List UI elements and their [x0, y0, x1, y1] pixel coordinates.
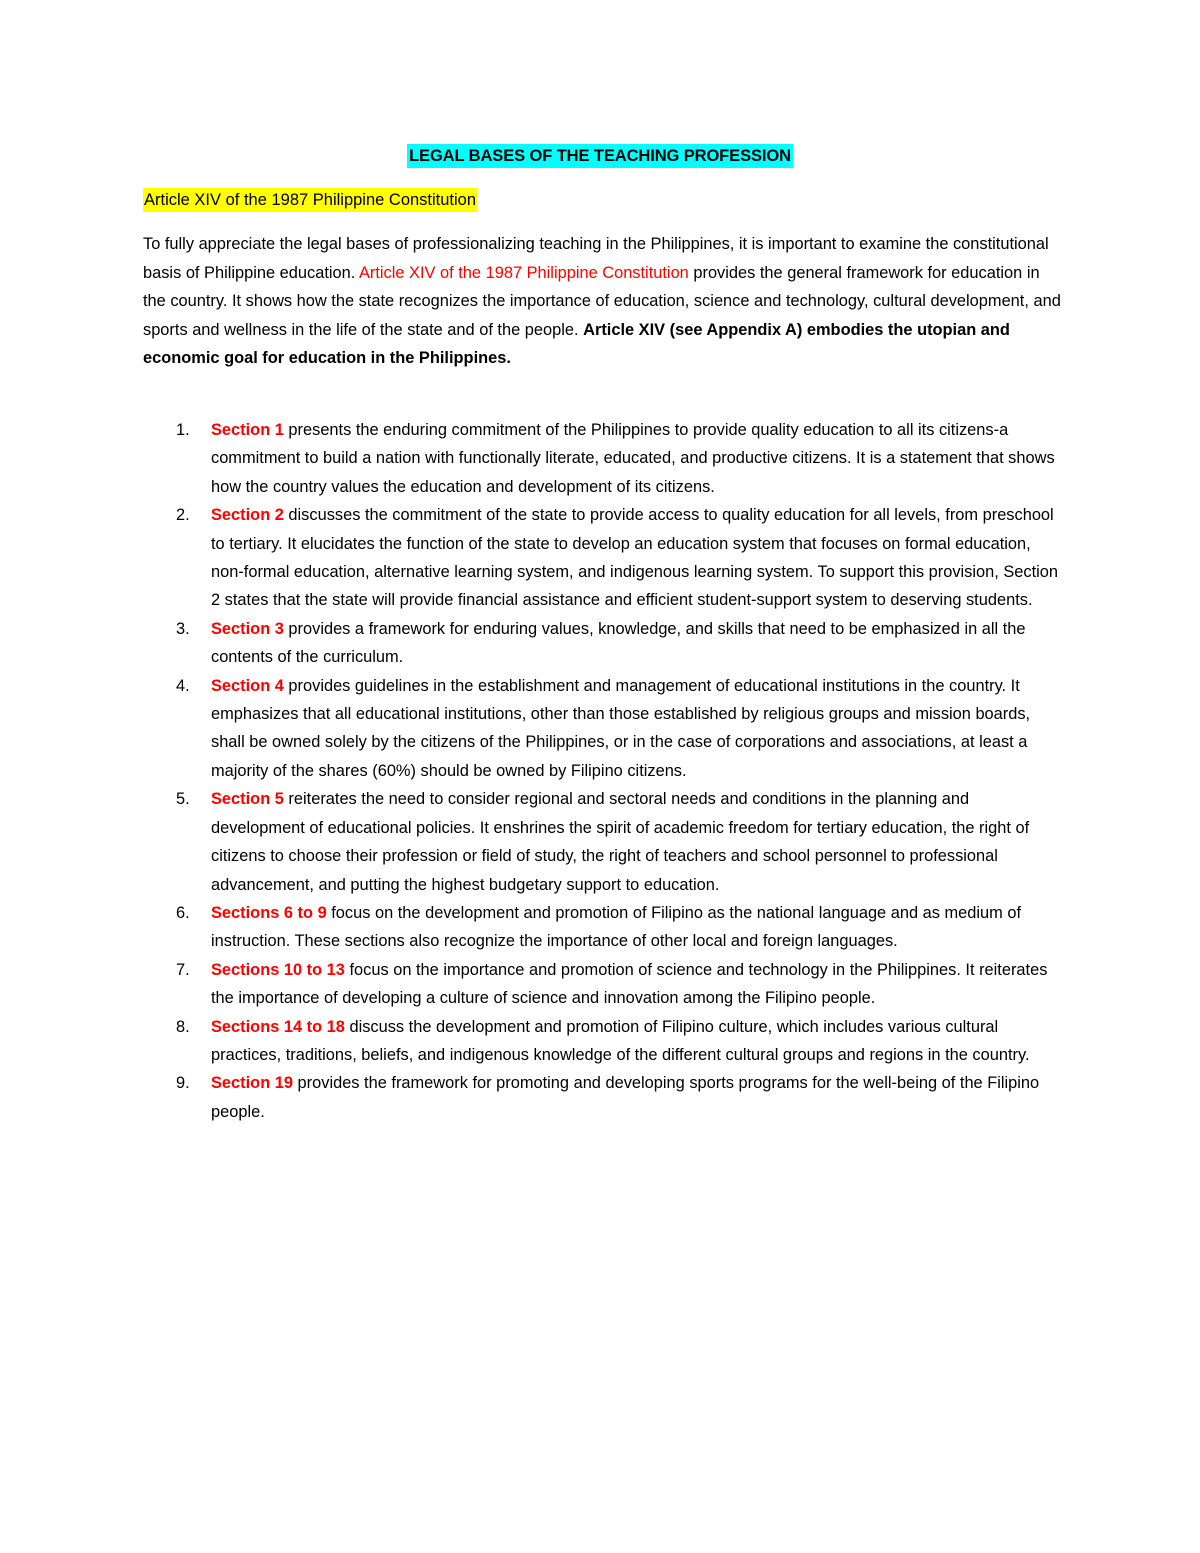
document-subtitle: Article XIV of the 1987 Philippine Constitution [143, 188, 477, 212]
sections-list [143, 416, 1063, 1126]
list-number: 1. [176, 421, 190, 439]
section-label: Section 1 [211, 421, 284, 439]
list-item [143, 899, 1063, 956]
list-item-text: focus on the importance and promotion of science and technology in the Philippines. It reiterates the importance of developing a culture of science and innovation among the Filipino people. [211, 960, 1048, 1008]
document-title: LEGAL BASES OF THE TEACHING PROFESSION [407, 144, 793, 168]
list-number: 6. [176, 903, 190, 922]
list-number: 4. [176, 676, 190, 695]
list-item-text: provides guidelines in the establishment and management of educational institutions in the country. It emphasizes that all educational institutions, other than those established by religious groups and mission boards, shall be owned solely by the citizens of the Philippines, or in the case of corporations and associations, at least a majority of the shares (60%) should be owned by Filipino citizens. [211, 676, 1031, 780]
list-item [143, 785, 1063, 899]
list-number: 7. [176, 960, 190, 979]
list-item-text: provides a framework for enduring values, knowledge, and skills that need to be emphasized in all the contents of the curriculum. [211, 619, 1026, 667]
section-label: Sections 6 to 9 [211, 903, 327, 922]
section-label: Sections 10 to 13 [211, 960, 345, 979]
list-number: 8. [176, 1017, 190, 1036]
list-item-text: focus on the development and promotion of Filipino as the national language and as medium of instruction. These sections also recognize the importance of other local and foreign languages. [211, 903, 1022, 951]
list-number: 2. [176, 506, 190, 525]
intro-text-part1: To fully appreciate the legal bases of professionalizing teaching in the Philippines, it is important to examine the constitutional basis of Philippine education. [143, 235, 1049, 282]
list-item-text: presents the enduring commitment of the Philippines to provide quality education to all its citizens-a commitment to build a nation with functionally literate, educated, and productive citizens. It is a statement that shows how the country values the education and development of its citizens. [211, 421, 1055, 496]
list-item-text: discuss the development and promotion of Filipino culture, which includes various cultural practices, traditions, beliefs, and indigenous knowledge of the different cultural groups and regions in the country. [211, 1017, 1030, 1064]
intro-bold-statement: Article XIV (see Appendix A) embodies the utopian and economic goal for education in the Philippines. [143, 320, 1010, 368]
list-number: 9. [176, 1074, 190, 1093]
list-number: 3. [176, 619, 190, 638]
section-label: Sections 14 to 18 [211, 1017, 345, 1036]
list-item [143, 501, 1063, 615]
title-container [0, 144, 1200, 168]
section-label: Section 4 [211, 676, 284, 695]
section-label: Section 19 [211, 1074, 293, 1093]
intro-text-part2: provides the general framework for education in the country. It shows how the state recognizes the importance of education, science and technology, cultural development, and sports and wellness in the life of the state and of the people. [143, 263, 1061, 339]
section-label: Section 5 [211, 790, 284, 809]
list-item-text: provides the framework for promoting and developing sports programs for the well-being of the Filipino people. [211, 1074, 1040, 1121]
list-item [143, 416, 1063, 501]
intro-highlight: Article XIV of the 1987 Philippine Constitution [358, 263, 689, 282]
list-item [143, 615, 1063, 672]
list-item [143, 1013, 1063, 1070]
section-label: Section 2 [211, 506, 284, 525]
list-item [143, 672, 1063, 786]
list-item [143, 956, 1063, 1013]
intro-paragraph [143, 230, 1063, 373]
list-item-text: discusses the commitment of the state to provide access to quality education for all levels, from preschool to tertiary. It elucidates the function of the state to develop an education system that focuses on formal education, non-formal education, alternative learning system, and indigenous learning system. To support this provision, Section 2 states that the state will provide financial assistance and efficient student-support system to deserving students. [211, 506, 1059, 610]
list-item [143, 1069, 1063, 1126]
section-label: Section 3 [211, 619, 284, 638]
list-item-text: reiterates the need to consider regional and sectoral needs and conditions in the planning and development of educational policies. It enshrines the spirit of academic freedom for tertiary education, the right of citizens to choose their profession or field of study, the right of teachers and school personnel to professional advancement, and putting the highest budgetary support to education. [211, 790, 1030, 894]
list-number: 5. [176, 790, 190, 809]
